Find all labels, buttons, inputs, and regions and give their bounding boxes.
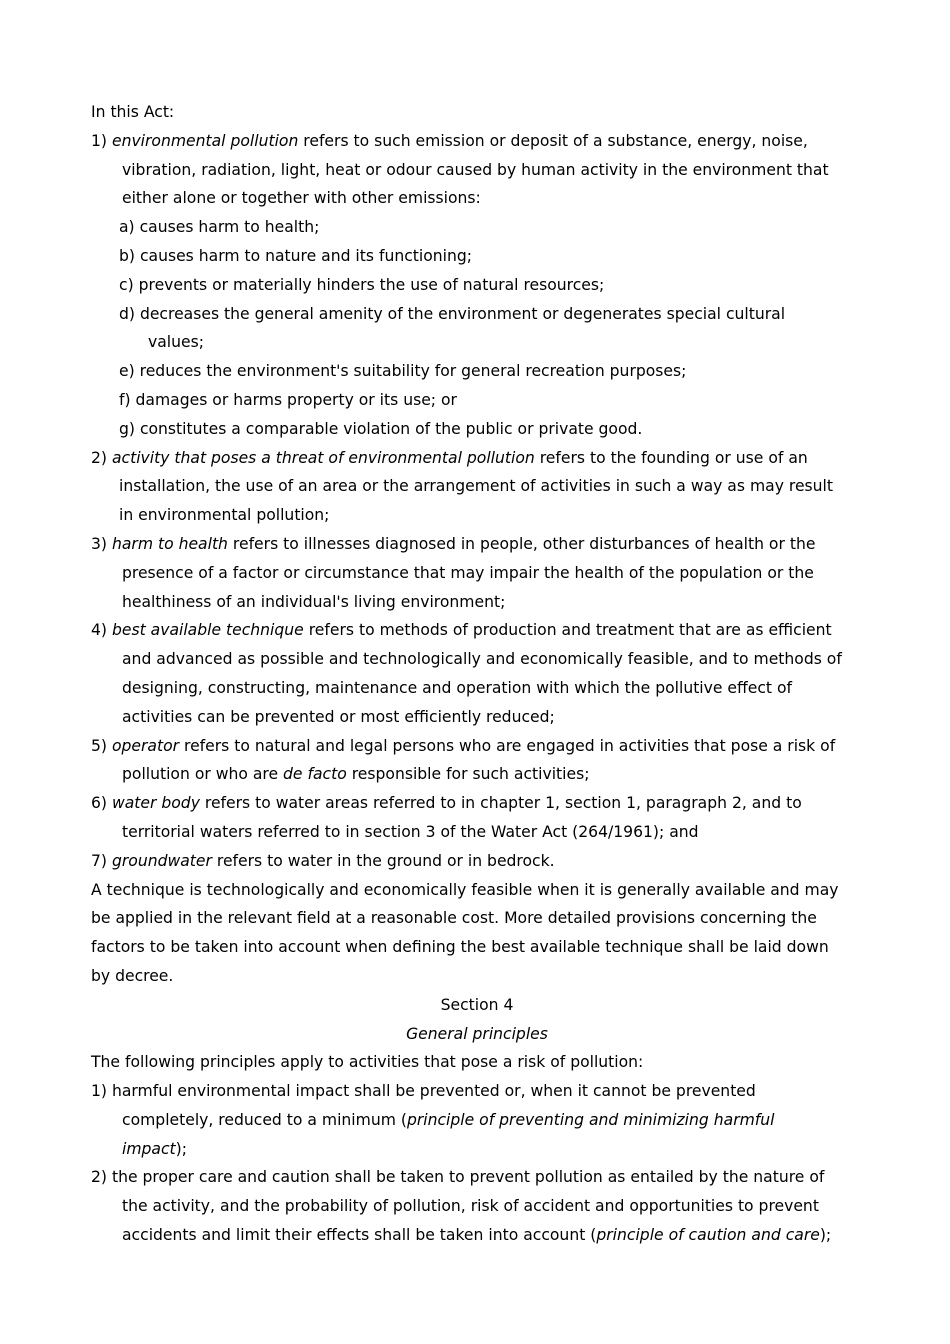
sub-item-c: c) prevents or materially hinders the use of natural resources;	[119, 275, 605, 294]
definition-number: 1)	[91, 131, 112, 150]
definition-6: 6) water body refers to water areas referred to in chapter 1, section 1, paragraph 2, and to territorial waters referred to in section 3 of the Water Act (264/1961); and	[91, 794, 802, 841]
definition-number: 7)	[91, 851, 112, 870]
definition-number: 3)	[91, 534, 112, 553]
sub-item-f: f) damages or harms property or its use; or	[119, 390, 457, 409]
intro-text: In this Act:	[91, 103, 175, 121]
feasibility-paragraph: A technique is technologically and economically feasible when it is generally available and may be applied in the relevant field at a reasonable cost. More detailed provisions concerning the factors to be taken into account when defining the best available technique shall be laid down by decree.	[91, 880, 839, 985]
principle-1: 1) harmful environmental impact shall be prevented or, when it cannot be prevented completely, reduced to a minimum (principle of preventing and minimizing harmful impact);	[91, 1082, 775, 1158]
sub-item-a: a) causes harm to health;	[119, 218, 320, 237]
sub-item-d: d) decreases the general amenity of the environment or degenerates special cultural	[119, 304, 786, 323]
principle-name: principle of caution and care	[596, 1226, 820, 1245]
principles-intro: The following principles apply to activities that pose a risk of pollution:	[91, 1053, 644, 1072]
definition-number: 4)	[91, 621, 112, 640]
definition-number: 5)	[91, 736, 112, 755]
defined-term: activity that poses a threat of environmental pollution	[111, 448, 535, 467]
definition-5: 5) operator refers to natural and legal persons who are engaged in activities that pose a risk of pollution or who are de facto responsible for such activities;	[91, 736, 836, 784]
definition-1: 1) environmental pollution refers to such emission or deposit of a substance, energy, noise, vibration, radiation, light, heat or odour caused by human activity in the environment that either alone or together with other emissions: a) causes harm to health; b) causes harm to nature and its functioning; c) prevents or materially hinders the use of natural resources; d) decreases the general amenity of the environment or degenerates special cultural values; e) reduces the environment's suitability for general recreation purposes; f) damages or harms property or its use; or g) constitutes a comparable violation of the public or private good.	[91, 127, 863, 444]
section-title: General principles	[406, 1024, 548, 1043]
principle-name: impact	[122, 1139, 176, 1158]
definition-number: 6)	[91, 794, 112, 813]
sub-item-g: g) constitutes a comparable violation of the public or private good.	[119, 419, 643, 438]
principle-2: 2) the proper care and caution shall be taken to prevent pollution as entailed by the nature of the activity, and the probability of pollution, risk of accident and opportunities to prevent accidents and limit their effects shall be taken into account (principle of caution and care);	[91, 1168, 832, 1245]
definition-number: 2)	[91, 448, 112, 467]
defined-term: harm to health	[111, 534, 228, 553]
document-page	[91, 98, 863, 1250]
defined-term: best available technique	[111, 621, 304, 640]
definition-3: 3) harm to health refers to illnesses diagnosed in people, other disturbances of health or the presence of a factor or circumstance that may impair the health of the population or the healthiness of an individual's living environment;	[91, 534, 816, 611]
italic-term: de facto	[283, 765, 347, 784]
section-number: Section 4	[440, 995, 514, 1014]
principle-name: principle of preventing and minimizing harmful	[406, 1110, 775, 1129]
defined-term: groundwater	[111, 851, 212, 870]
sub-item-e: e) reduces the environment's suitability for general recreation purposes;	[119, 362, 687, 381]
defined-term: water body	[111, 794, 200, 813]
sub-item-b: b) causes harm to nature and its functioning;	[119, 246, 473, 265]
defined-term: operator	[111, 736, 180, 755]
definition-4: 4) best available technique refers to methods of production and treatment that are as efficient and advanced as possible and technologically and economically feasible, and to methods of designing, constructing, maintenance and operation with which the pollutive effect of activities can be prevented or most efficiently reduced;	[91, 621, 842, 726]
definition-7: 7) groundwater refers to water in the ground or in bedrock.	[91, 851, 555, 870]
defined-term: environmental pollution	[111, 131, 299, 150]
definition-2: 2) activity that poses a threat of environmental pollution refers to the founding or use of an installation, the use of an area or the arrangement of activities in such a way as may result in environmental pollution;	[91, 448, 833, 525]
